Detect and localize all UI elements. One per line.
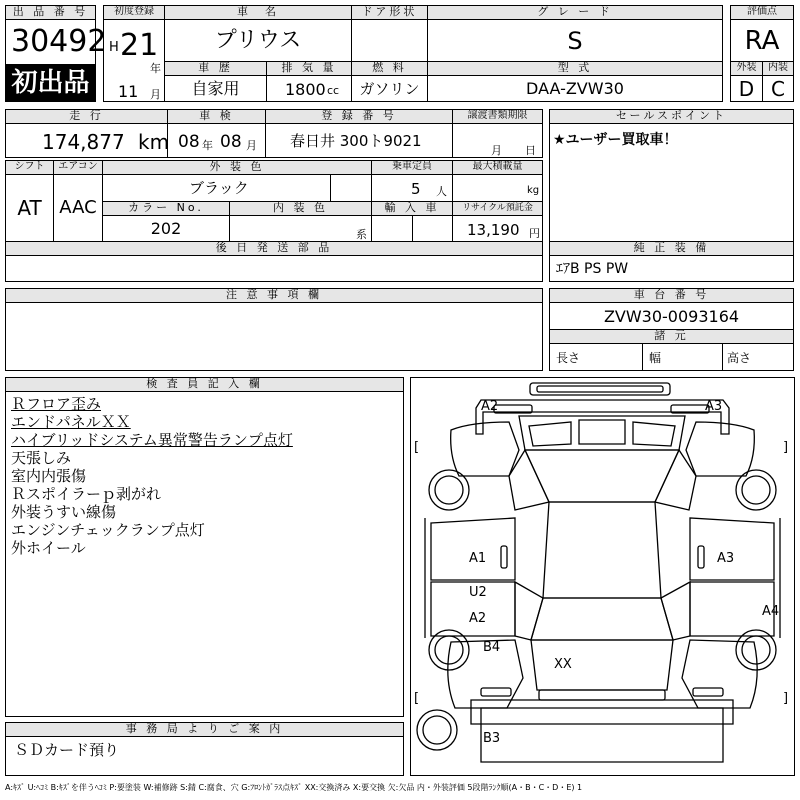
exterior-label: 外装 bbox=[730, 61, 763, 76]
inspector-notes-box bbox=[5, 391, 404, 717]
inspector-note: Ｒスポイラーｐ剥がれ bbox=[11, 485, 162, 503]
inspection-year: 08 bbox=[178, 132, 200, 152]
sales-point-text: ★ユーザー買取車！ bbox=[553, 132, 678, 148]
sales-point-box bbox=[549, 123, 794, 242]
length-label: 長さ bbox=[549, 343, 643, 371]
lot-number: 30492 bbox=[5, 19, 96, 65]
capacity-label: 乗車定員 bbox=[371, 160, 453, 175]
fuel: ガソリン bbox=[351, 75, 428, 102]
transfer-deadline-cell bbox=[452, 123, 543, 158]
month-unit: 月 bbox=[150, 88, 161, 101]
damage-mark: B4 bbox=[483, 640, 501, 655]
inspector-note: エンドパネルＸＸ bbox=[11, 413, 131, 431]
exterior-color-label: 外 装 色 bbox=[102, 160, 372, 175]
chassis-label: 車 台 番 号 bbox=[549, 288, 794, 303]
shift: AT bbox=[5, 174, 54, 242]
office-notice-box bbox=[5, 736, 404, 776]
overall-score: RA bbox=[730, 19, 794, 62]
max-load-unit: kg bbox=[527, 185, 540, 196]
color-number-label: カラー No. bbox=[102, 201, 230, 216]
inspector-note: 室内内張傷 bbox=[11, 467, 87, 485]
damage-mark: XX bbox=[554, 657, 572, 672]
first-listing-badge: 初出品 bbox=[5, 64, 96, 102]
aircon-label: エアコン bbox=[53, 160, 103, 175]
import-cell-b bbox=[412, 215, 453, 242]
exterior-color-sub bbox=[330, 174, 372, 202]
car-history: 自家用 bbox=[164, 75, 267, 102]
car-diagram bbox=[410, 377, 795, 776]
caution-box bbox=[5, 302, 543, 371]
door-type-label: ドア形状 bbox=[351, 5, 428, 20]
door-type bbox=[351, 19, 428, 62]
caution-label: 注 意 事 項 欄 bbox=[5, 288, 543, 303]
lot-number-label: 出 品 番 号 bbox=[5, 5, 96, 20]
shift-label: シフト bbox=[5, 160, 54, 175]
bracket-left-front: [ bbox=[414, 440, 420, 455]
max-load-label: 最大積載量 bbox=[452, 160, 543, 175]
transfer-day-unit: 日 bbox=[525, 144, 536, 157]
transfer-month-unit: 月 bbox=[491, 144, 502, 157]
later-parts-label: 後 日 発 送 部 品 bbox=[5, 241, 543, 256]
genuine-equipment: ｴｱB PS PW bbox=[549, 255, 794, 282]
bracket-left-rear: [ bbox=[414, 691, 420, 706]
import-label: 輸 入 車 bbox=[371, 201, 453, 216]
damage-mark: U2 bbox=[469, 585, 487, 600]
plate-number: 春日井 300ト9021 bbox=[265, 123, 453, 158]
damage-mark: A2 bbox=[481, 399, 499, 414]
year-unit: 年 bbox=[150, 62, 161, 75]
inspection-month-unit: 月 bbox=[246, 139, 257, 152]
mileage-unit: km bbox=[138, 130, 170, 154]
bracket-right-rear: ] bbox=[783, 691, 789, 706]
specs-label: 諸 元 bbox=[549, 329, 794, 344]
inspector-note: エンジンチェックランプ点灯 bbox=[11, 521, 205, 539]
capacity: 5 bbox=[411, 180, 421, 198]
recycle-unit: 円 bbox=[529, 227, 540, 240]
interior-color-cell bbox=[229, 215, 372, 242]
import-cell-a bbox=[371, 215, 413, 242]
damage-mark: B3 bbox=[483, 731, 501, 746]
chassis-number: ZVW30-0093164 bbox=[549, 302, 794, 330]
width-label: 幅 bbox=[642, 343, 723, 371]
inspector-note: 外ホイール bbox=[11, 539, 86, 557]
displacement-label: 排 気 量 bbox=[266, 61, 352, 76]
later-parts bbox=[5, 255, 543, 282]
mileage-label: 走 行 bbox=[5, 109, 168, 124]
registration-month: 11 bbox=[118, 82, 139, 101]
interior-color-unit: 系 bbox=[356, 228, 367, 241]
inspector-note: ハイブリッドシステム異常警告ランプ点灯 bbox=[11, 431, 293, 449]
registration-year: 21 bbox=[120, 28, 159, 63]
model-label: 型 式 bbox=[427, 61, 723, 76]
recycle-label: リサイクル預託金 bbox=[452, 201, 543, 216]
first-registration-label: 初度登録 bbox=[103, 5, 165, 20]
inspection-cell bbox=[167, 123, 266, 158]
era: H bbox=[109, 40, 119, 55]
displacement-unit: cc bbox=[327, 84, 340, 97]
inspector-note: 外装うすい線傷 bbox=[11, 503, 117, 521]
score-label: 評価点 bbox=[730, 5, 794, 20]
model-code: DAA-ZVW30 bbox=[427, 75, 723, 102]
aircon: AAC bbox=[53, 174, 103, 242]
interior-color-label: 内 装 色 bbox=[229, 201, 372, 216]
displacement: 1800 bbox=[285, 80, 326, 99]
inspection-month: 08 bbox=[220, 132, 242, 152]
inspector-note: Ｒフロア歪み bbox=[11, 395, 102, 413]
damage-mark: A3 bbox=[705, 399, 723, 414]
sales-point-label: セールスポイント bbox=[549, 109, 794, 124]
inspector-notes-label: 検 査 員 記 入 欄 bbox=[5, 377, 404, 392]
exterior-score: D bbox=[730, 75, 763, 102]
height-label: 高さ bbox=[722, 343, 794, 371]
color-number: 202 bbox=[102, 215, 230, 242]
bracket-right-front: ] bbox=[783, 440, 789, 455]
recycle-deposit: 13,190 bbox=[467, 221, 520, 239]
max-load-cell bbox=[452, 174, 543, 202]
history-label: 車 歴 bbox=[164, 61, 267, 76]
car-outline-drawing bbox=[411, 378, 794, 775]
interior-label: 内装 bbox=[762, 61, 794, 76]
inspection-label: 車 検 bbox=[167, 109, 266, 124]
damage-mark: A4 bbox=[762, 604, 780, 619]
plate-label: 登 録 番 号 bbox=[265, 109, 453, 124]
legend: A:ｷｽﾞ U:ﾍｺﾐ B:ｷｽﾞを伴うﾍｺﾐ P:要塗装 W:補修跡 S:錆 C:腐食、穴 G:ﾌﾛﾝﾄｶﾞﾗｽ点ｷｽﾞ XX:交換済み X:要交換 欠:欠品 内・外装評価 5段階ﾗﾝｸ順(A・B・C・D・E) 1 bbox=[5, 783, 583, 792]
genuine-equipment-label: 純 正 装 備 bbox=[549, 241, 794, 256]
damage-mark: A1 bbox=[469, 551, 487, 566]
mileage-cell bbox=[5, 123, 168, 158]
mileage: 174,877 bbox=[42, 130, 125, 154]
fuel-label: 燃 料 bbox=[351, 61, 428, 76]
grade-label: グ レ ー ド bbox=[427, 5, 723, 20]
office-notice-label: 事 務 局 よ り ご 案 内 bbox=[5, 722, 404, 737]
inspection-year-unit: 年 bbox=[202, 139, 213, 152]
interior-score: C bbox=[762, 75, 794, 102]
office-notice-text: ＳＤカード預り bbox=[14, 741, 120, 759]
inspector-notes-list bbox=[11, 395, 293, 557]
capacity-unit: 人 bbox=[436, 185, 447, 198]
exterior-color: ブラック bbox=[102, 174, 331, 202]
car-name-label: 車 名 bbox=[164, 5, 352, 20]
car-name: プリウス bbox=[164, 19, 352, 62]
recycle-cell bbox=[452, 215, 543, 242]
capacity-cell bbox=[371, 174, 453, 202]
first-registration-cell bbox=[103, 19, 165, 102]
transfer-deadline-label: 譲渡書類期限 bbox=[452, 109, 543, 124]
inspector-note: 天張しみ bbox=[11, 449, 72, 467]
damage-mark: A2 bbox=[469, 611, 487, 626]
displacement-cell bbox=[266, 75, 352, 102]
damage-mark: A3 bbox=[717, 551, 735, 566]
grade: S bbox=[427, 19, 723, 62]
